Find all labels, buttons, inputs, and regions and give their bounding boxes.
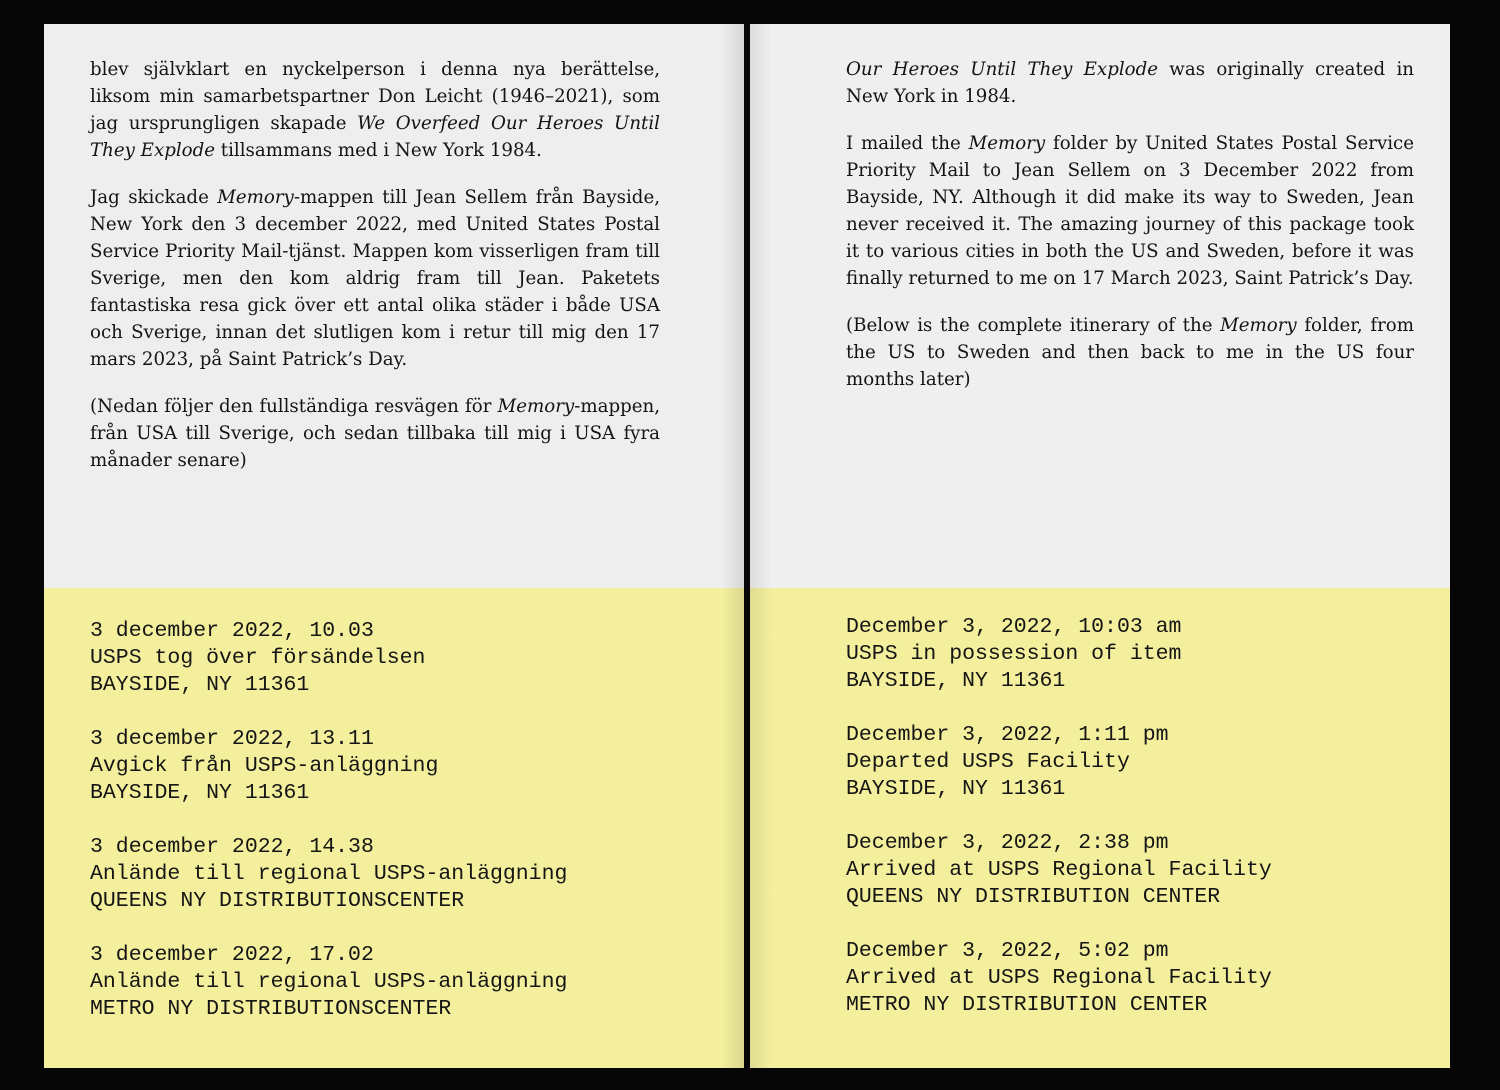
text-run: was originally created in New York in 1984. [846, 59, 1414, 107]
entry-status: Departed USPS Facility [846, 750, 1130, 774]
italic-title: Memory [968, 133, 1046, 154]
entry-date: December 3, 2022, 5:02 pm [846, 939, 1169, 963]
right-prose [846, 56, 1414, 413]
entry-date: 3 december 2022, 17.02 [90, 943, 374, 967]
entry-status: Arrived at USPS Regional Facility [846, 966, 1272, 990]
itinerary-entry [90, 942, 567, 1023]
paragraph [846, 312, 1414, 393]
entry-location: BAYSIDE, NY 11361 [846, 777, 1066, 801]
paragraph [846, 56, 1414, 110]
text-run: -mappen, från USA till Sverige, och sedan tillbaka till mig i USA fyra månader senare) [90, 396, 660, 471]
text-run: (Below is the complete itinerary of the [846, 315, 1221, 336]
entry-date: December 3, 2022, 2:38 pm [846, 831, 1169, 855]
right-itinerary [846, 614, 1272, 1046]
text-run: blev självklart en nyckelperson i denna nya berättelse, liksom min samarbetspartner Don Leicht (1946–2021), som jag ursprungligen skapade [90, 59, 660, 134]
entry-location: BAYSIDE, NY 11361 [90, 781, 310, 805]
italic-title: We Overfeed Our Heroes Until They Explode [90, 113, 660, 161]
text-run: folder, from the US to Sweden and then back to me in the US four months later) [846, 315, 1414, 390]
italic-title: Our Heroes Until They Explode [846, 59, 1159, 80]
entry-status: Anlände till regional USPS-anläggning [90, 970, 568, 994]
italic-title: Memory [497, 396, 575, 417]
itinerary-entry [846, 830, 1272, 911]
text-run: I mailed the [846, 133, 969, 154]
entry-status: Avgick från USPS-anläggning [90, 754, 439, 778]
italic-title: Memory [1220, 315, 1297, 336]
gutter-shadow-left [722, 24, 744, 1068]
entry-location: QUEENS NY DISTRIBUTION CENTER [846, 885, 1221, 909]
itinerary-entry [90, 834, 567, 915]
itinerary-entry [90, 726, 567, 807]
left-itinerary [90, 618, 567, 1050]
entry-location: QUEENS NY DISTRIBUTIONSCENTER [90, 889, 465, 913]
paragraph [90, 393, 660, 474]
paragraph [90, 56, 660, 164]
itinerary-entry [846, 614, 1272, 695]
paragraph [90, 184, 660, 373]
text-run: -mappen till Jean Sellem från Bayside, New York den 3 december 2022, med United States Postal Service Priority Mail-tjänst. Mappen kom visserligen fram till Sverige, men den kom aldrig fram till Jean. Paketets fantastiska resa gick över ett antal olika städer i både USA och Sverige, innan det slutligen kom i retur till mig den 17 mars 2023, på Saint Patrick’s Day. [90, 187, 660, 370]
text-run: Jag skickade [90, 187, 218, 208]
left-prose [90, 56, 660, 494]
entry-location: BAYSIDE, NY 11361 [90, 673, 310, 697]
right-page [750, 24, 1450, 1068]
entry-date: December 3, 2022, 1:11 pm [846, 723, 1169, 747]
entry-status: USPS in possession of item [846, 642, 1182, 666]
left-page [44, 24, 744, 1068]
itinerary-entry [846, 722, 1272, 803]
entry-location: BAYSIDE, NY 11361 [846, 669, 1066, 693]
entry-location: METRO NY DISTRIBUTIONSCENTER [90, 997, 452, 1021]
paragraph [846, 130, 1414, 292]
itinerary-entry [846, 938, 1272, 1019]
text-run: folder by United States Postal Service Priority Mail to Jean Sellem on 3 December 2022 from Bayside, NY. Although it did make its way to Sweden, Jean never received it. The amazing journey of this package took it to various cities in both the US and Sweden, before it was finally returned to me on 17 March 2023, Saint Patrick’s Day. [846, 133, 1414, 289]
text-run: (Nedan följer den fullständiga resvägen för [90, 396, 498, 417]
italic-title: Memory [217, 187, 294, 208]
entry-date: 3 december 2022, 13.11 [90, 727, 374, 751]
entry-date: 3 december 2022, 14.38 [90, 835, 374, 859]
text-run: tillsammans med i New York 1984. [215, 140, 542, 161]
gutter-shadow-right [750, 24, 772, 1068]
entry-date: 3 december 2022, 10.03 [90, 619, 374, 643]
entry-status: Arrived at USPS Regional Facility [846, 858, 1272, 882]
itinerary-entry [90, 618, 567, 699]
entry-date: December 3, 2022, 10:03 am [846, 615, 1182, 639]
entry-location: METRO NY DISTRIBUTION CENTER [846, 993, 1208, 1017]
entry-status: USPS tog över försändelsen [90, 646, 426, 670]
entry-status: Anlände till regional USPS-anläggning [90, 862, 568, 886]
